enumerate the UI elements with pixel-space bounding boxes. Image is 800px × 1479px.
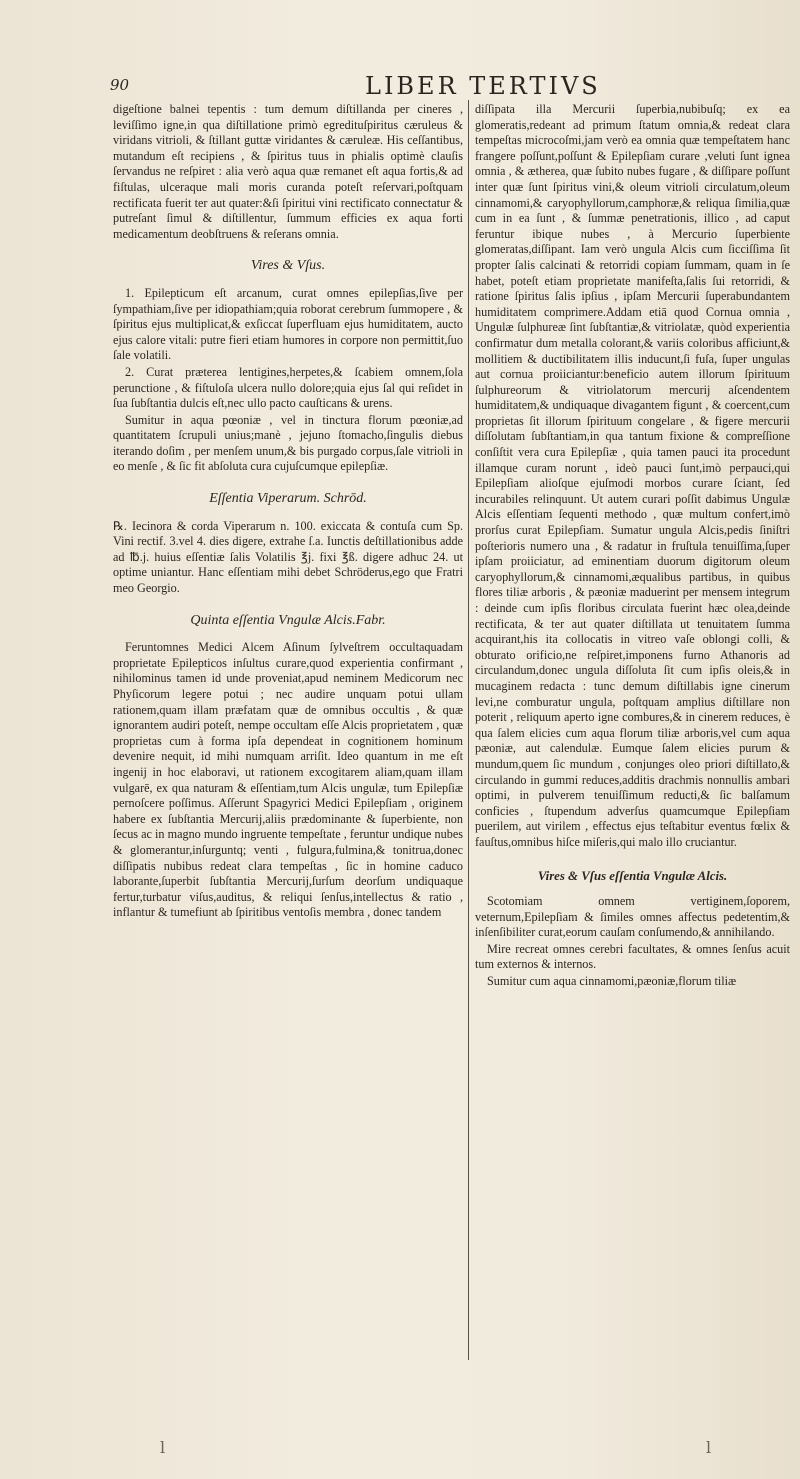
paragraph-epilepticum: 1. Epilepticum eſt arcanum, curat omnes epilepſias,ſive per ſympathiam,ſive per idiopathiam;quia roborat cerebrum ſummopere , & ſpiritus ejus multiplicat,& exſiccat ſuperfluam ejus humiditatem, aucto ejus calore vitali: putre fieri etiam humores in corpore non permittit,ſuo ſale volatili. <box>113 285 463 363</box>
page-header <box>110 72 790 102</box>
paragraph-intro: digeſtione balnei tepentis : tum demum diſtillanda per cineres , leviſſimo igne,in qua diſtillatione primò egredituſpiritus cæruleus & viridans vitrioli, & ſtillant guttæ viridantes & cæruleæ. His ceſſantibus, mutandum eſt recipiens , & ſpiritus tuus in phialis optimè clauſis ſervandus ne reſpiret : alia verò aqua quæ remanet eſt aqua fortis,& ad fiſtulas, ulceraque mali moris curanda poteſt reſervari,poſtquam rectificata fuerit ter aut quater:&ſi ſpiritui vini rectificato connectatur & putreſant ſimul & diſtillentur, ſummum efficies ex aqua forti medicamentum deobſtruens & reſerans omnia. <box>113 102 463 241</box>
paragraph-sumitur: Sumitur in aqua pœoniæ , vel in tinctura florum pœoniæ,ad quantitatem ſcrupuli unius;manè , jejuno ſtomacho,ſingulis diebus iterando doſim , per menſem unum,& bis purgado corpus,ſale vitrioli in eo menſe , & ſic fit abſoluta cura cujuſcumque epilepſiæ. <box>113 412 463 474</box>
paragraph-continuation: diſſipata illa Mercurii ſuperbia,nubibuſq; ex ea glomeratis,redeant ad primum ſtatum omnia,& redeat clara tempeſtas microcoſmi,jam verò ea omnia quæ tempeſtatem hanc frangere poſſunt,poſſunt & Epilepſiam curare ,veluti ſunt ignea omnia , & ætherea, quæ ſubito nubes fugare , & diſſipare poſſunt inter quæ ſunt ſpiritus vini,& oleum vitrioli circulatum,oleum cinnamomi,& caryophyllorum,camphoræ,& reliqua ſimilia,quæ cum in ea ſunt , & ſummæ penetrationis, illico , ad caput feruntur ibique nubes , à Mercurio ſuperbiente glomeratas,diſſipant. Iam verò ungula Alcis cum ſicciſſima ſit propter ſalis calcinati & retorridi copiam ſummam, quam in ſe habet, poteſt etiam proprietate manifeſta,ſalis ſui retorridi, & ratione ſpiritus ſalis ipſius , ipſam Mercurii ſuperabundantem humiditatem comprimere.Addam etiā quod Cornua omnia , Ungulæ ſulphureæ ſint ſubſtantiæ,& vitriolatæ, quòd experientia confirmatur dum metalla colorant,& variis coloribus afficiunt,& mollitiem & ductibilitatem illis inducunt,ſi fuſa, ſuper ungulas aut cornua proiiciantur:beneficio autem illorum ſpirituum ſulphureorum & vitriolatorum mercurij aſcendentem humiditatem,& undiquaque divagantem figunt , & coercent,cum proprietas ſit illorum ſpirituum congelare , & figere mercurii diſſolutam ſubſtantiam,in qua tantum fixione & compreſſione conſiſtit vera cura Epilepſiæ , quia tamen pauci ita procedunt illamque curam norunt , ideò pauci ſunt,imò perpauci,qui Epilepſiam alioſque ejuſmodi morbos curare ſciant, ſed incurabiles relinquunt. Ut autem curari poſſit dabimus Ungulæ Alcis eſſentiam ſequenti methodo , quæ multum confert,imò prorſus curat Epilepſiam. Sumatur ungula Alcis,pedis ſiniſtri poſterioris numero una , & radatur in fruſtula tenuiſſima,ſuper ipſam proiiciatur, ad eminentiam duorum digitorum oleum caryophyllorum,& cinnamomi,æqualibus partibus, in quibus flores tiliæ arboris , & pæoniæ maduerint per mensem integrum : deinde cum ipſis floribus circulata fuerint hæc olea,deinde rectificata, & ter aut quater diſtillata ut tenuitatem ſumma acquirant,his ita collocatis in vitreo vaſe oblongi colli, & obturato orificio,ne reſpiret,imponens furno Athanoris ad circulandum,donec ungula diſſoluta ſit cum ipſis oleis,& in mucaginem redacta : tunc demum diſtillabis igne cinerum levi,ne comburatur ungula, poſtquam amplius diſtillare non poterit , reliquum aperto igne combures,& in cinerem reduces, è qua ſalem elicies cum aqua florum tiliæ arboris,vel cum aqua pæoniæ, aut calendulæ. Eumque ſalem elicies purum & mundum,quem ſic mundum , conjunges oleo priori diſtillato,& circulando in gummi reduces,additis drachmis nonnullis ambari optimi, in pulverem tenuiſſimum reducti,& ſic balſamum conficies , ſtupendum adverſus quamcumque Epilepſiam puerilem, aut virilem , effectus ejus teſtabitur eventus fœlix & fauſtus,omnibus hiſce miſeris,qui malo illo cruciantur. <box>475 102 790 849</box>
paragraph-curat-praeterea: 2. Curat præterea lentigines,herpetes,& ſcabiem omnem,ſola perunctione , & fiſtuloſa ulcera nullo dolore;quia ejus ſal qui reſidet in ſua ſubſtantia dulcis eſt,nec ullo pacto cauſticans & urens. <box>113 364 463 411</box>
column-divider <box>468 100 469 1360</box>
left-column <box>113 102 463 922</box>
paragraph-recipe: ℞. Iecinora & corda Viperarum n. 100. exiccata & contuſa cum Sp. Vini rectif. 3.vel 4. dies digere, extrahe ſ.a. Iunctis deſtillationibus adde ad ℔.j. huius eſſentiæ ſalis Volatilis ℥j. fixi ℥ß. digere adhuc 24. ut optime uniantur. Hanc eſſentiam mihi debet Schröderus,ego que Fratri meo Georgio. <box>113 518 463 596</box>
heading-quinta-essentia: Quinta eſſentia Vngulæ Alcis.Fabr. <box>190 612 386 628</box>
paragraph-ferunt: Feruntomnes Medici Alcem Aſinum ſylveſtrem occultaquadam proprietate Epilepticos inſultus curare,quod experientia confirmant , nihilominus tamen id unde proveniat,apud neminem Medicorum nec Phyſicorum legere potui ; nec audire unquam potui ullam rationem,quam illam præfatam quæ de omnibus occultis , & quæ ignorantem audiri poteſt, nempe occultam eſſe Alcis proprietatem , quæ proprietas cum à forma ipſa dependeat in cognitionem hominum devenire nequit, id mihi numquam arriſit. Ideo quantum in me eſt ingenij in hoc elaboravi, ut rationem excogitarem aliam,quam illam vulgarē, ex qua naturam & eſſentiam,tum Alcis ungulæ, tum Epilepſiæ pernoſcere poſſimus. Aſſerunt Spagyrici Medici Epilepſiam , originem habere ex ſubſtantia Mercurij,aliis prædominante & ſuperbiente, non ſecus ac in magno mundo ingruente tempeſtate , feruntur undique nubes & glomerantur,inſurguntq; venti , fulgura,fulmina,& tonitrua,donec diſſipatis nubibus redeat clara tempeſtas , ſic in homine caduco laborante,ſuperbit ſubſtantia Mercurij,ſurſum deorſum undiquaque fertur,turbatur viſus,auditus, & reliqui ſenſus,intellectus & ratio , inflantur & tumefiunt ab ſpiritibus ventoſis membra , donec tandem <box>113 640 463 920</box>
page-number: 90 <box>110 76 130 94</box>
right-column <box>475 102 790 991</box>
running-head: LIBER TERTIVS <box>365 72 601 100</box>
paragraph-sumitur-cum: Sumitur cum aqua cinnamomi,pæoniæ,florum tiliæ <box>487 974 737 989</box>
paragraph-scotomiam: Scotomiam omnem vertiginem,ſoporem, veternum,Epilepſiam & ſimiles omnes affectus pedetentim,& inſenſibiliter curat,eorum cauſam conſumendo,& annihilando. <box>475 894 790 940</box>
heading-essentia-viperarum: Eſſentia Viperarum. Schrōd. <box>209 491 367 507</box>
paragraph-mire: Mire recreat omnes cerebri facultates, & omnes ſenſus acuit tum externos & internos. <box>475 941 790 972</box>
heading-vires-essentia-ungulae: Vires & Vſus eſſentia Vngulæ Alcis. <box>537 868 728 883</box>
scan-mark-left: ⅼ <box>160 1438 166 1457</box>
scan-mark-right: ⅼ <box>706 1438 712 1457</box>
heading-vires-usus: Vires & Vſus. <box>250 258 326 274</box>
